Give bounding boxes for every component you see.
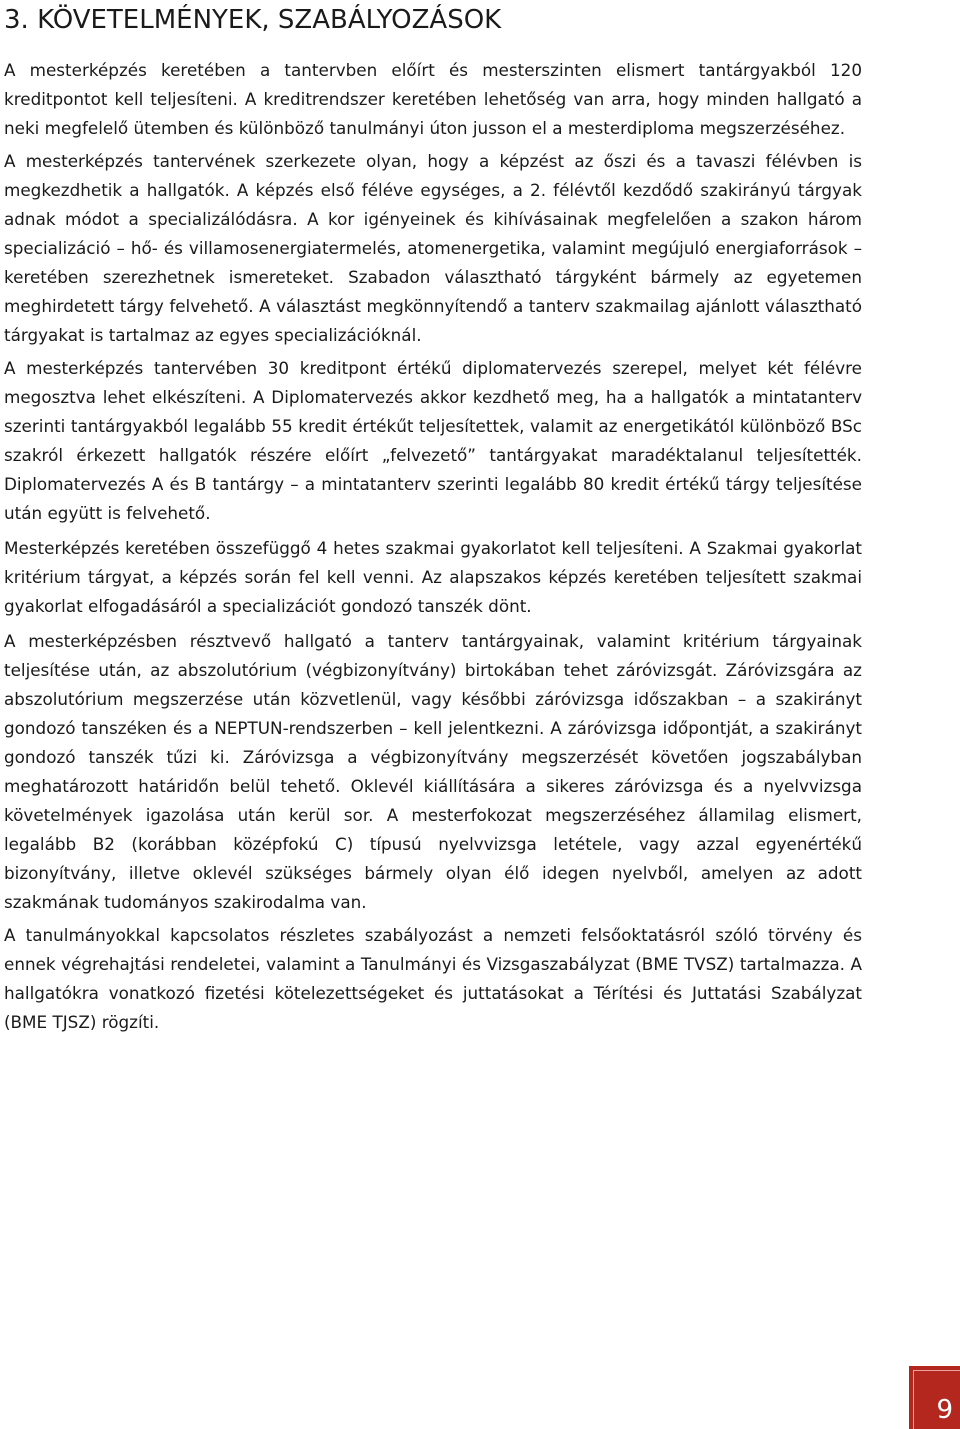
paragraph-internship: Mesterképzés keretében összefüggő 4 hetes szakmai gyakorlatot kell teljesíteni. A Szakmai gyakorlat kritérium tárgyat, a képzés során fel kell venni. Az alapszakos képzés keretében teljesített szakmai gyakorlat elfogadásáról a specializációt gondozó tanszék dönt. [4,538,862,616]
document-page [4,0,862,1041]
paragraph-diploma-thesis: A mesterképzés tantervében 30 kreditpont értékű diplomatervezés szerepel, melyet két félévre megosztva lehet elkészíteni. A Diplomatervezés akkor kezdhető meg, ha a hallgatók a mintatanterv szerinti tantárgyakból legalább 55 kredit értékűt teljesítettek, valamit az energetikától különböző BSc szakról érkezett hallgatók részére előírt „felvezető” tantárgyakat maradéktalanul teljesítették. Diplomatervezés A és B tantárgy – a mintatanterv szerinti legalább 80 kredit értékű tárgy teljesítése után együtt is felvehető. [4,358,862,523]
paragraph-credits: A mesterképzés keretében a tantervben előírt és mesterszinten elismert tantárgyakból 120 kreditpontot kell teljesíteni. A kreditrendszer keretében lehetőség van arra, hogy minden hallgató a neki megfelelő ütemben és különböző tanulmányi úton jusson el a mesterdiploma megszerzéséhez. [4,60,862,138]
paragraph-final-exam: A mesterképzésben résztvevő hallgató a tanterv tantárgyainak, valamint kritérium tárgyainak teljesítése után, az abszolutórium (végbizonyítvány) birtokában tehet záróvizsgát. Záróvizsgára az abszolutórium megszerzése után közvetlenül, vagy későbbi záróvizsga időszakban – a szakirányt gondozó tanszéken és a NEPTUN-rendszerben – kell jelentkezni. A záróvizsga időpontját, a szakirányt gondozó tanszék tűzi ki. Záróvizsga a végbizonyítvány megszerzését követően jogszabályban meghatározott határidőn belül tehető. Oklevél kiállítására a sikeres záróvizsga és a nyelvvizsga követelmények igazolása után kerül sor. A mesterfokozat megszerzéséhez államilag elismert, legalább B2 (korábban középfokú C) típusú nyelvvizsga letétele, vagy azzal egyenértékű bizonyítvány, illetve oklevél szükséges bármely olyan élő idegen nyelvből, amelyen az adott szakmának tudományos szakirodalma van. [4,631,862,912]
paragraph-curriculum-structure: A mesterképzés tantervének szerkezete olyan, hogy a képzést az őszi és a tavaszi félévben is megkezdhetik a hallgatók. A képzés első féléve egységes, a 2. félévtől kezdődő szakirányú tárgyak adnak módot a specializálódásra. A kor igényeinek és kihívásainak megfelelően a szakon három specializáció – hő- és villamosenergiatermelés, atomenergetika, valamint megújuló energiaforrások – keretében szerezhetnek ismereteket. Szabadon választható tárgyként bármely az egyetemen meghirdetett tárgy felvehető. A választást megkönnyítendő a tanterv szakmailag ajánlott választható tárgyakat is tartalmaz az egyes specializációknál. [4,151,862,345]
section-heading: 3. KÖVETELMÉNYEK, SZABÁLYOZÁSOK [4,5,502,35]
paragraph-regulations: A tanulmányokkal kapcsolatos részletes szabályozást a nemzeti felsőoktatásról szóló törvény és ennek végrehajtási rendeletei, valamint a Tanulmányi és Vizsgaszabályzat (BME TVSZ) tartalmazza. A hallgatókra vonatkozó fizetési kötelezettségeket és juttatásokat a Térítési és Juttatási Szabályzat (BME TJSZ) rögzíti. [4,925,862,1032]
page-number: 9 [936,1395,953,1425]
page-number-badge [909,1366,960,1429]
